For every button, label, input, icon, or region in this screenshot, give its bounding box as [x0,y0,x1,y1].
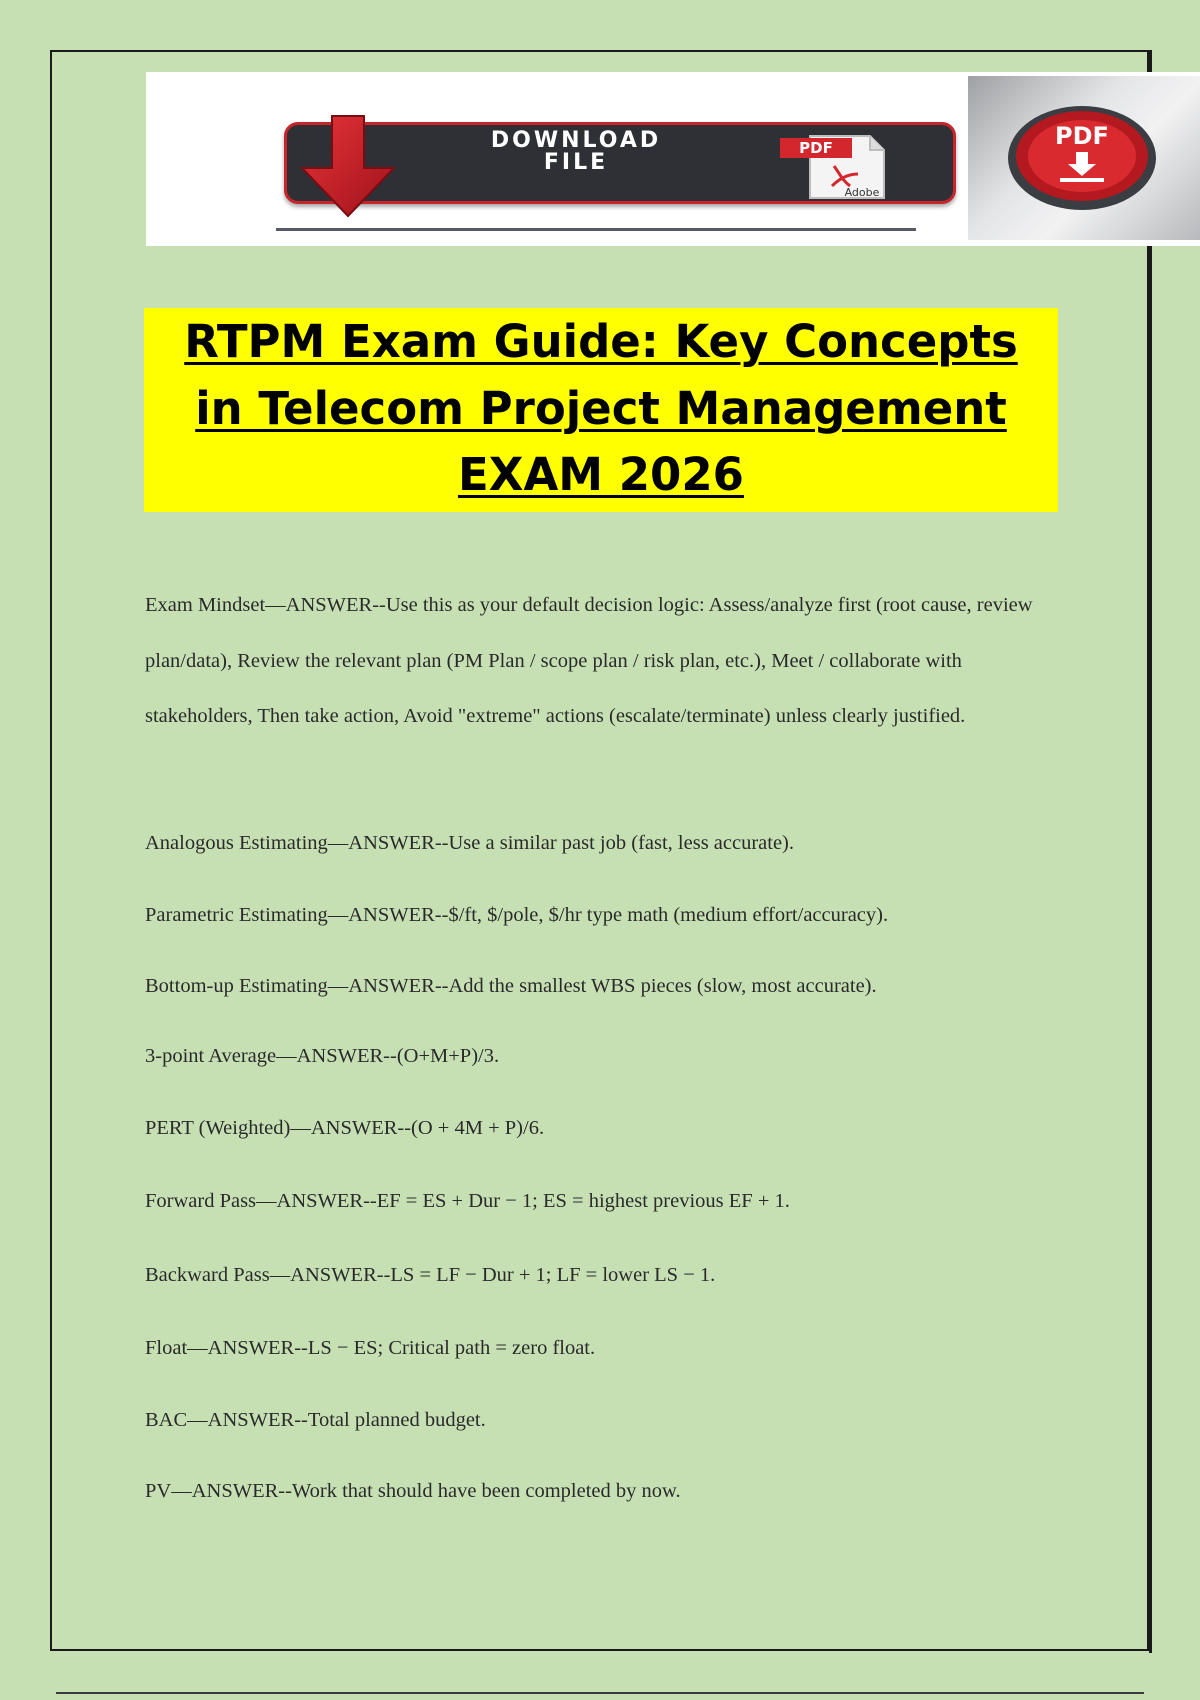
qa-entry-backward-pass: Backward Pass—ANSWER--LS = LF − Dur + 1; LF = lower LS − 1. [145,1264,716,1286]
pdf-badge-label: PDF [799,139,833,157]
qa-entry-bac: BAC—ANSWER--Total planned budget. [145,1409,486,1431]
qa-entry-pv: PV—ANSWER--Work that should have been completed by now. [145,1480,681,1502]
qa-entry-parametric-estimating: Parametric Estimating—ANSWER--$/ft, $/pole, $/hr type math (medium effort/accuracy). [145,904,889,926]
qa-entry-exam-mindset: Exam Mindset—ANSWER--Use this as your default decision logic: Assess/analyze first (root cause, review plan/data), Review the relevant plan (PM Plan / scope plan / risk plan, etc.), Meet / collaborate with stakeholders, Then take action, Avoid "extreme" actions (escalate/terminate) unless clearly justified. [145,594,1033,727]
pdf-document-icon [780,134,890,200]
download-label-line2: FILE [543,150,609,175]
pdf-download-round-icon[interactable] [1004,100,1160,212]
qa-entry-forward-pass: Forward Pass—ANSWER--EF = ES + Dur − 1; ES = highest previous EF + 1. [145,1190,790,1212]
qa-entry-pert-weighted: PERT (Weighted)—ANSWER--(O + 4M + P)/6. [145,1117,545,1139]
adobe-label: Adobe [844,186,880,199]
qa-entry-float: Float—ANSWER--LS − ES; Critical path = zero float. [145,1337,596,1359]
title-line-2: in Telecom Project Management [195,382,1007,435]
page-border-shadow [1149,50,1152,1653]
download-file-label [436,130,716,174]
qa-entry-3-point-average: 3-point Average—ANSWER--(O+M+P)/3. [145,1045,500,1067]
title-line-1: RTPM Exam Guide: Key Concepts [184,315,1018,368]
download-arrow-icon [294,114,404,220]
banner-divider [276,228,916,231]
download-banner[interactable] [146,72,1200,246]
qa-entry-bottom-up-estimating: Bottom-up Estimating—ANSWER--Add the smallest WBS pieces (slow, most accurate). [145,975,877,997]
title-line-3: EXAM 2026 [458,448,744,501]
document-title [144,308,1058,512]
round-icon-label: PDF [1055,122,1109,150]
qa-entry-analogous-estimating: Analogous Estimating—ANSWER--Use a similar past job (fast, less accurate). [145,832,795,854]
download-label-line1: DOWNLOAD [490,128,662,153]
bottom-rule [56,1692,1144,1694]
